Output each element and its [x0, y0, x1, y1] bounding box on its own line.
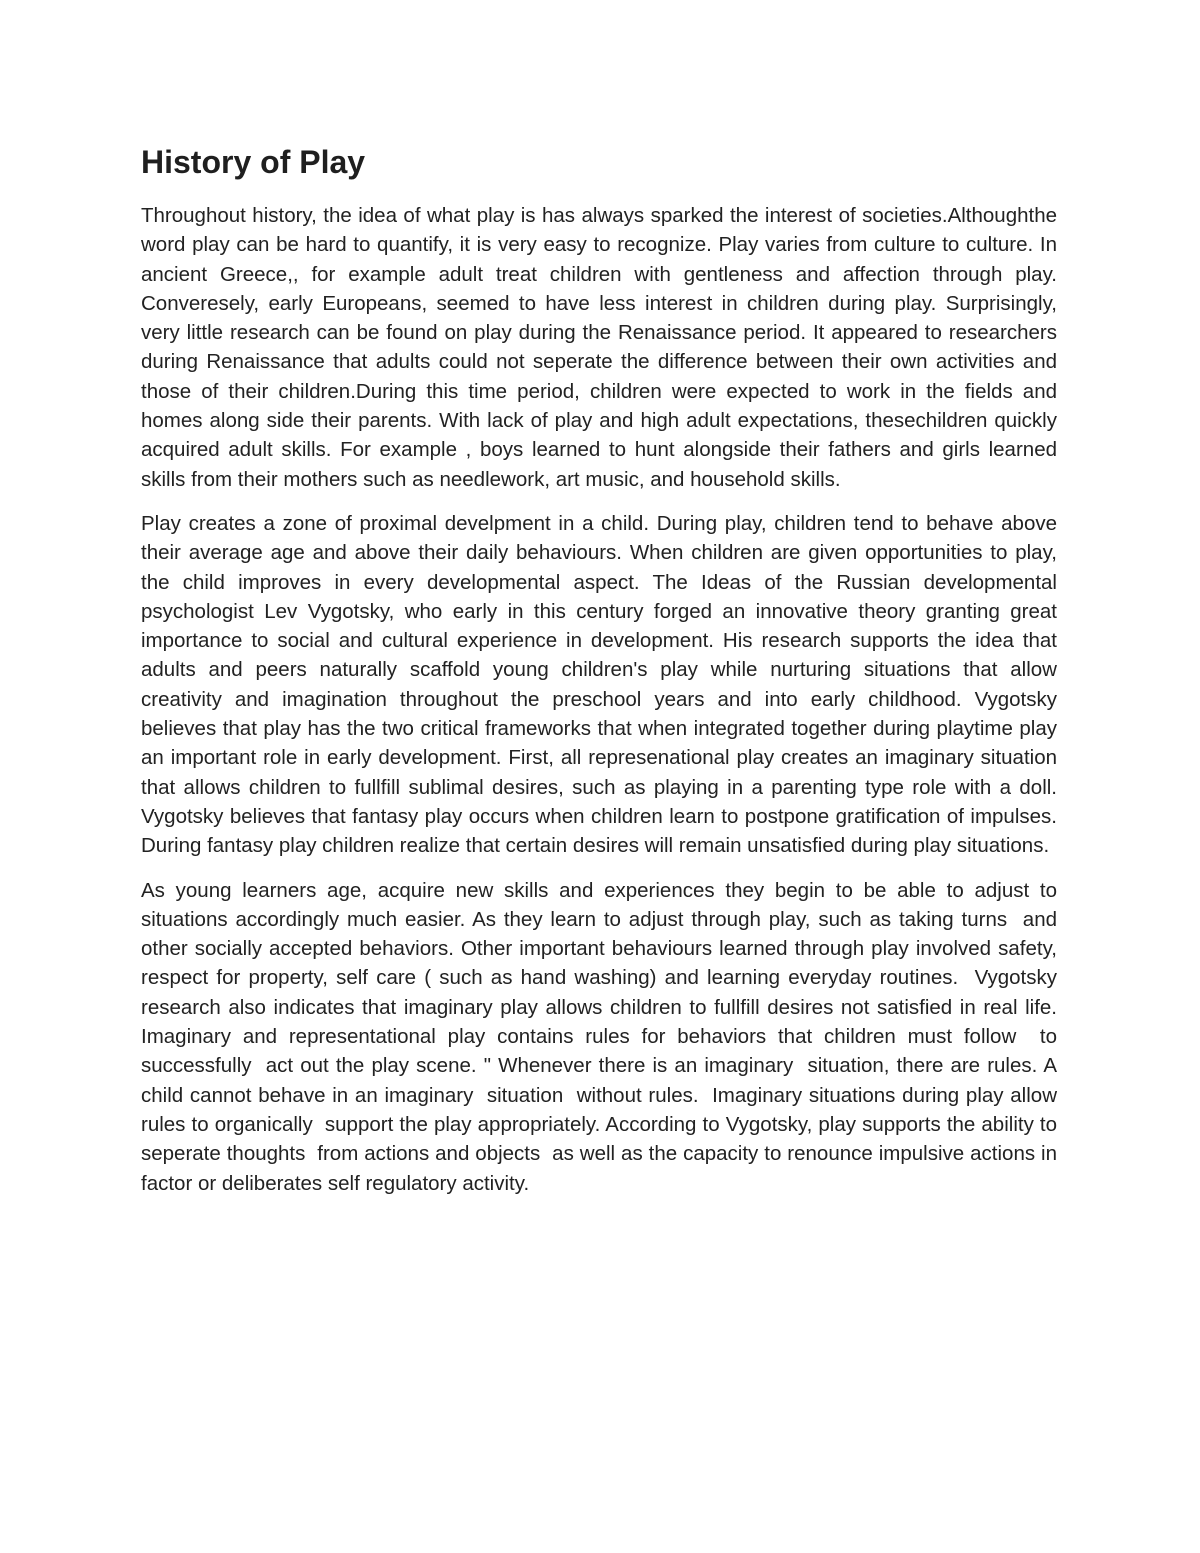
document-page: [141, 142, 1063, 1213]
paragraph-history: Throughout history, the idea of what play is has always sparked the interest of societies.Althoughthe word play can be hard to quantify, it is very easy to recognize. Play varies from culture to culture. In ancient Greece,, for example adult treat children with gentleness and affection through play. Converesely, early Europeans, seemed to have less interest in children during play. Surprisingly, very little research can be found on play during the Renaissance period. It appeared to researchers during Renaissance that adults could not seperate the difference between their own activities and those of their children.During this time period, children were expected to work in the fields and homes along side their parents. With lack of play and high adult expectations, thesechildren quickly acquired adult skills. For example , boys learned to hunt alongside their fathers and girls learned skills from their mothers such as needlework, art music, and household skills.: [141, 204, 1063, 491]
page-title: History of Play: [141, 144, 366, 180]
paragraph-vygotsky-zone: Play creates a zone of proximal develpment in a child. During play, children tend to behave above their average age and above their daily behaviours. When children are given opportunities to play, the child improves in every developmental aspect. The Ideas of the Russian developmental psychologist Lev Vygotsky, who early in this century forged an innovative theory granting great importance to social and cultural experience in development. His research supports the idea that adults and peers naturally scaffold young children's play while nurturing situations that allow creativity and imagination throughout the preschool years and into early childhood. Vygotsky believes that play has the two critical frameworks that when integrated together during playtime play an important role in early development. First, all represenational play creates an imaginary situation that allows children to fullfill sublimal desires, such as playing in a parenting type role with a doll. Vygotsky believes that fantasy play occurs when children learn to postpone gratification of impulses. During fantasy play children realize that certain desires will remain unsatisfied during play situations.: [141, 511, 1063, 858]
paragraph-learners-rules: As young learners age, acquire new skills and experiences they begin to be able to adjust to situations accordingly much easier. As they learn to adjust through play, such as taking turns and other socially accepted behaviors. Other important behaviours learned through play involved safety, respect for property, self care ( such as hand washing) and learning everyday routines. Vygotsky research also indicates that imaginary play allows children to fullfill desires not satisfied in real life. Imaginary and representational play contains rules for behaviors that children must follow to successfully act out the play scene. " Whenever there is an imaginary situation, there are rules. A child cannot behave in an imaginary situation without rules. Imaginary situations during play allow rules to organically support the play appropriately. According to Vygotsky, play supports the ability to seperate thoughts from actions and objects as well as the capacity to renounce impulsive actions in factor or deliberates self regulatory activity.: [141, 878, 1063, 1195]
